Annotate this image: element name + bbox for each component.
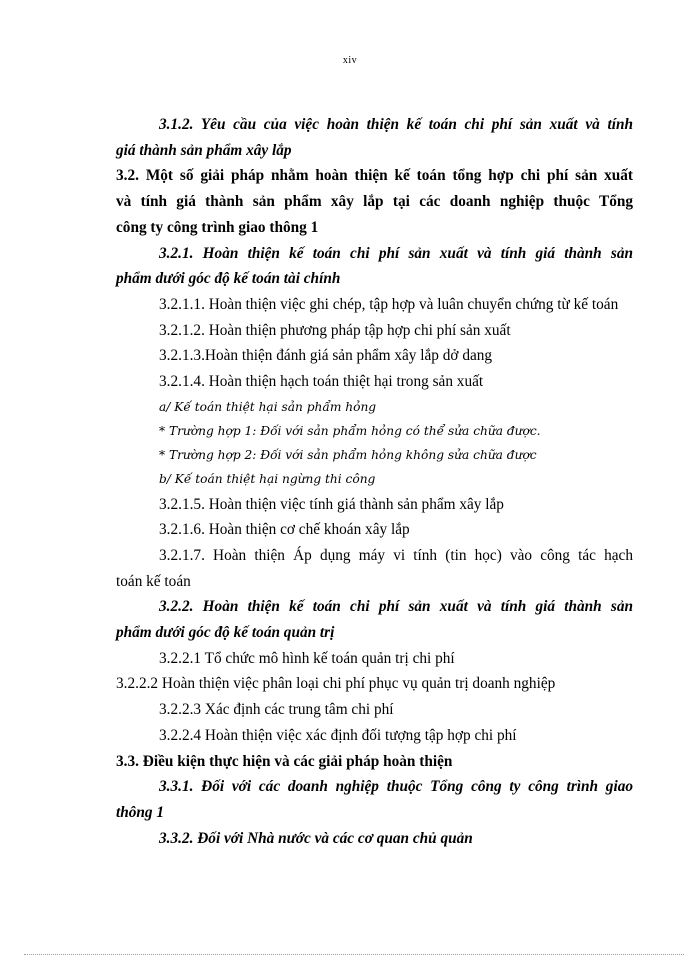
toc-entry-3-2-1-3: 3.2.1.3.Hoàn thiện đánh giá sản phẩm xây lắp dở dang [159, 347, 493, 365]
toc-entry-3-2-1-5: 3.2.1.5. Hoàn thiện việc tính giá thành sản phẩm xây lắp [159, 495, 504, 513]
toc-entry-3-2-2-4: 3.2.2.4 Hoàn thiện việc xác định đối tượng tập hợp chi phí [159, 726, 517, 744]
page-bottom-rule [24, 954, 684, 955]
toc-entry-3-2-2-1: 3.2.2.1 Tổ chức mô hình kế toán quản trị chi phí [159, 649, 455, 667]
page-number: xiv [342, 55, 358, 66]
toc-entry-3-2-2-3: 3.2.2.3 Xác định các trung tâm chi phí [159, 701, 394, 719]
toc-entry-3-2: 3.2. Một số giải pháp nhằm hoàn thiện kế toán tổng hợp chi phí sản xuất [116, 167, 633, 185]
toc-entry-3-3-1: 3.3.1. Đối với các doanh nghiệp thuộc Tổng công ty công trình giao [159, 778, 633, 796]
toc-subentry-case-1: * Trường hợp 1: Đối với sản phẩm hỏng có thể sửa chữa được. [159, 423, 541, 438]
toc-entry-3-2-1-7-cont: toán kế toán [116, 572, 191, 590]
toc-entry-3-1-2: 3.1.2. Yêu cầu của việc hoàn thiện kế toán chi phí sản xuất và tính [159, 116, 633, 133]
toc-entry-3-2-2: 3.2.2. Hoàn thiện kế toán chi phí sản xuất và tính giá thành sản [159, 598, 633, 616]
toc-entry-3-3-2: 3.3.2. Đối với Nhà nước và các cơ quan chủ quản [159, 829, 473, 847]
toc-entry-3-2-1-4: 3.2.1.4. Hoàn thiện hạch toán thiệt hại trong sản xuất [159, 373, 484, 391]
toc-entry-3-3-1-cont: thông 1 [116, 803, 165, 821]
toc-entry-3-2-1-2: 3.2.1.2. Hoàn thiện phương pháp tập hợp chi phí sản xuất [159, 321, 511, 339]
table-of-contents [116, 112, 633, 851]
toc-entry-3-2-1-cont: phẩm dưới góc độ kế toán tài chính [116, 270, 341, 288]
toc-entry-3-2-1-7: 3.2.1.7. Hoàn thiện Áp dụng máy vi tính (tin học) vào công tác hạch [159, 546, 633, 564]
toc-subentry-b: b/ Kế toán thiệt hại ngừng thi công [159, 472, 376, 487]
toc-entry-3-1-2-cont: giá thành sản phẩm xây lắp [116, 141, 292, 159]
toc-entry-3-2-1: 3.2.1. Hoàn thiện kế toán chi phí sản xuất và tính giá thành sản [159, 244, 633, 262]
toc-subentry-a: a/ Kế toán thiệt hại sản phẩm hỏng [159, 399, 377, 414]
toc-entry-3-2-cont-2: công ty công trình giao thông 1 [116, 218, 319, 236]
toc-entry-3-2-2-cont: phẩm dưới góc độ kế toán quản trị [116, 624, 335, 642]
toc-entry-3-2-1-6: 3.2.1.6. Hoàn thiện cơ chế khoán xây lắp [159, 521, 410, 539]
toc-subentry-case-2: * Trường hợp 2: Đối với sản phẩm hỏng không sửa chữa được [159, 448, 537, 463]
toc-entry-3-2-2-2: 3.2.2.2 Hoàn thiện việc phân loại chi phí phục vụ quản trị doanh nghiệp [116, 675, 556, 693]
toc-entry-3-3: 3.3. Điều kiện thực hiện và các giải pháp hoàn thiện [116, 752, 453, 770]
toc-entry-3-2-1-1: 3.2.1.1. Hoàn thiện việc ghi chép, tập hợp và luân chuyển chứng từ kế toán [159, 295, 619, 313]
toc-entry-3-2-cont: và tính giá thành sản phẩm xây lắp tại các doanh nghiệp thuộc Tổng [116, 193, 633, 211]
